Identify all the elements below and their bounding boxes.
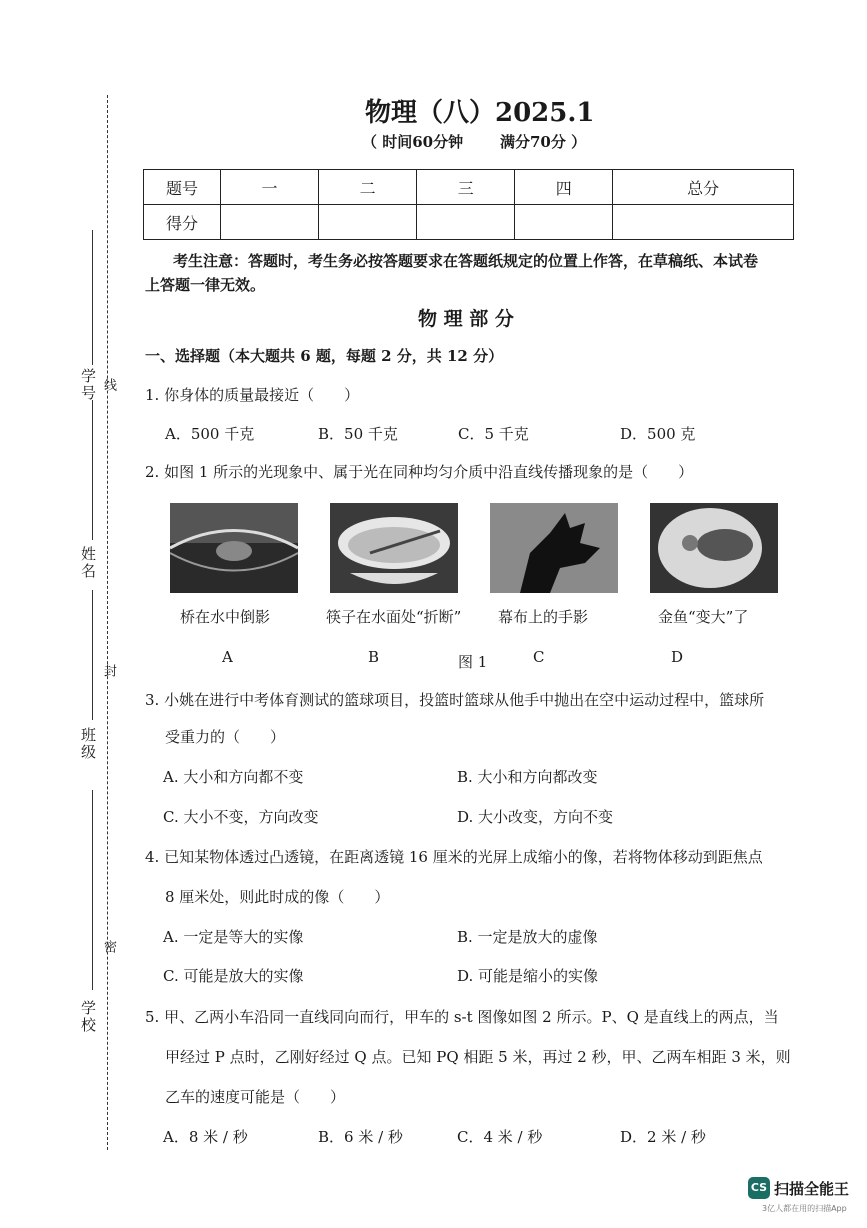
score-table-header-cell: 总分 (613, 170, 794, 205)
margin-mark-xian: 线 (101, 378, 116, 393)
figure-bridge-reflection (170, 503, 298, 593)
scanner-logo-icon: CS (748, 1177, 770, 1199)
q2-letter-a: A (222, 648, 233, 666)
score-row-label: 得分 (144, 205, 221, 240)
scanner-tagline: 3亿人都在用的扫描App (762, 1204, 847, 1213)
score-table-header-cell: 题号 (144, 170, 221, 205)
score-cell (515, 205, 613, 240)
q5-option-d: D．2 米 / 秒 (620, 1128, 706, 1146)
q4-option-c: C. 可能是放大的实像 (163, 967, 304, 985)
score-cell (417, 205, 515, 240)
q2-caption-b: 筷子在水面处“折断” (326, 608, 462, 626)
q5-stem-line-2: 甲经过 P 点时，乙刚好经过 Q 点。已知 PQ 相距 5 米，再过 2 秒，甲、乙两车相距 3 米，则 (165, 1048, 791, 1066)
figure-1-label: 图 1 (458, 653, 488, 671)
q5-option-b: B．6 米 / 秒 (318, 1128, 403, 1146)
q3-stem-line-2: 受重力的（ ） (165, 728, 286, 746)
margin-label-school: 学校 (79, 1000, 97, 1034)
school-blank (92, 790, 93, 990)
q3-option-d: D. 大小改变，方向不变 (457, 808, 614, 826)
figure-hand-shadow (490, 503, 618, 593)
notice-line-1: 考生注意：答题时，考生务必按答题要求在答题纸规定的位置上作答，在草稿纸、本试卷 (173, 252, 759, 270)
margin-label-class: 班级 (79, 727, 97, 761)
q3-option-b: B. 大小和方向都改变 (457, 768, 598, 786)
q1-option-c: C．5 千克 (458, 425, 529, 443)
q2-letter-b: B (368, 648, 380, 666)
margin-label-student-id: 学号 (79, 368, 97, 402)
margin-mark-mi: 密 (101, 940, 116, 955)
score-cell (319, 205, 417, 240)
q4-stem-line-1: 4. 已知某物体透过凸透镜，在距离透镜 16 厘米的光屏上成缩小的像，若将物体移动到距焦点 (145, 848, 763, 866)
score-cell (221, 205, 319, 240)
q4-option-d: D. 可能是缩小的实像 (457, 967, 599, 985)
part-heading: 一、选择题（本大题共 6 题，每题 2 分，共 12 分） (145, 347, 504, 365)
q5-option-c: C．4 米 / 秒 (457, 1128, 543, 1146)
q5-stem-line-1: 5. 甲、乙两小车沿同一直线同向而行，甲车的 s-t 图像如图 2 所示。P、Q 是直线上的两点，当 (145, 1008, 779, 1026)
scanner-brand: 扫描全能王 (774, 1180, 850, 1198)
score-table-score-row (144, 205, 794, 240)
q3-stem-line-1: 3. 小姚在进行中考体育测试的篮球项目，投篮时篮球从他手中抛出在空中运动过程中，篮球所 (145, 691, 765, 709)
score-table-header-cell: 二 (319, 170, 417, 205)
notice-line-2: 上答题一律无效。 (145, 276, 266, 294)
q2-caption-d: 金鱼“变大”了 (658, 608, 749, 626)
q2-stem: 2. 如图 1 所示的光现象中、属于光在同种均匀介质中沿直线传播现象的是（ ） (145, 463, 694, 481)
q2-caption-a: 桥在水中倒影 (180, 608, 271, 626)
q1-option-a: A．500 千克 (165, 425, 255, 443)
student-id-blank (92, 230, 93, 365)
score-table (143, 169, 794, 240)
q5-stem-line-3: 乙车的速度可能是（ ） (165, 1088, 346, 1106)
q1-stem: 1. 你身体的质量最接近（ ） (145, 386, 360, 404)
q5-option-a: A．8 米 / 秒 (163, 1128, 248, 1146)
score-table-header-cell: 三 (417, 170, 515, 205)
q2-letter-c: C (533, 648, 545, 666)
score-cell (613, 205, 794, 240)
page-title: 物理（八）2025.1 (365, 98, 595, 128)
margin-label-name: 姓名 (79, 546, 97, 580)
name-blank (92, 400, 93, 540)
margin-mark-feng: 封 (101, 664, 116, 679)
figure-goldfish-bowl (650, 503, 778, 593)
exam-full-score: 满分70分 ） (500, 133, 587, 151)
q2-letter-d: D (671, 648, 684, 666)
binding-dashed-line (107, 95, 108, 1150)
score-table-header-row (144, 170, 794, 205)
q4-stem-line-2: 8 厘米处，则此时成的像（ ） (165, 888, 390, 906)
q3-option-a: A. 大小和方向都不变 (163, 768, 304, 786)
q1-option-d: D．500 克 (620, 425, 696, 443)
q4-option-b: B. 一定是放大的虚像 (457, 928, 598, 946)
section-title: 物 理 部 分 (418, 308, 514, 330)
q4-option-a: A. 一定是等大的实像 (163, 928, 304, 946)
class-blank-top (92, 590, 93, 720)
figure-chopsticks-bowl (330, 503, 458, 593)
q3-option-c: C. 大小不变，方向改变 (163, 808, 319, 826)
score-table-header-cell: 四 (515, 170, 613, 205)
exam-time: （ 时间60分钟 (362, 133, 464, 151)
q2-caption-c: 幕布上的手影 (498, 608, 589, 626)
q1-option-b: B．50 千克 (318, 425, 398, 443)
score-table-header-cell: 一 (221, 170, 319, 205)
